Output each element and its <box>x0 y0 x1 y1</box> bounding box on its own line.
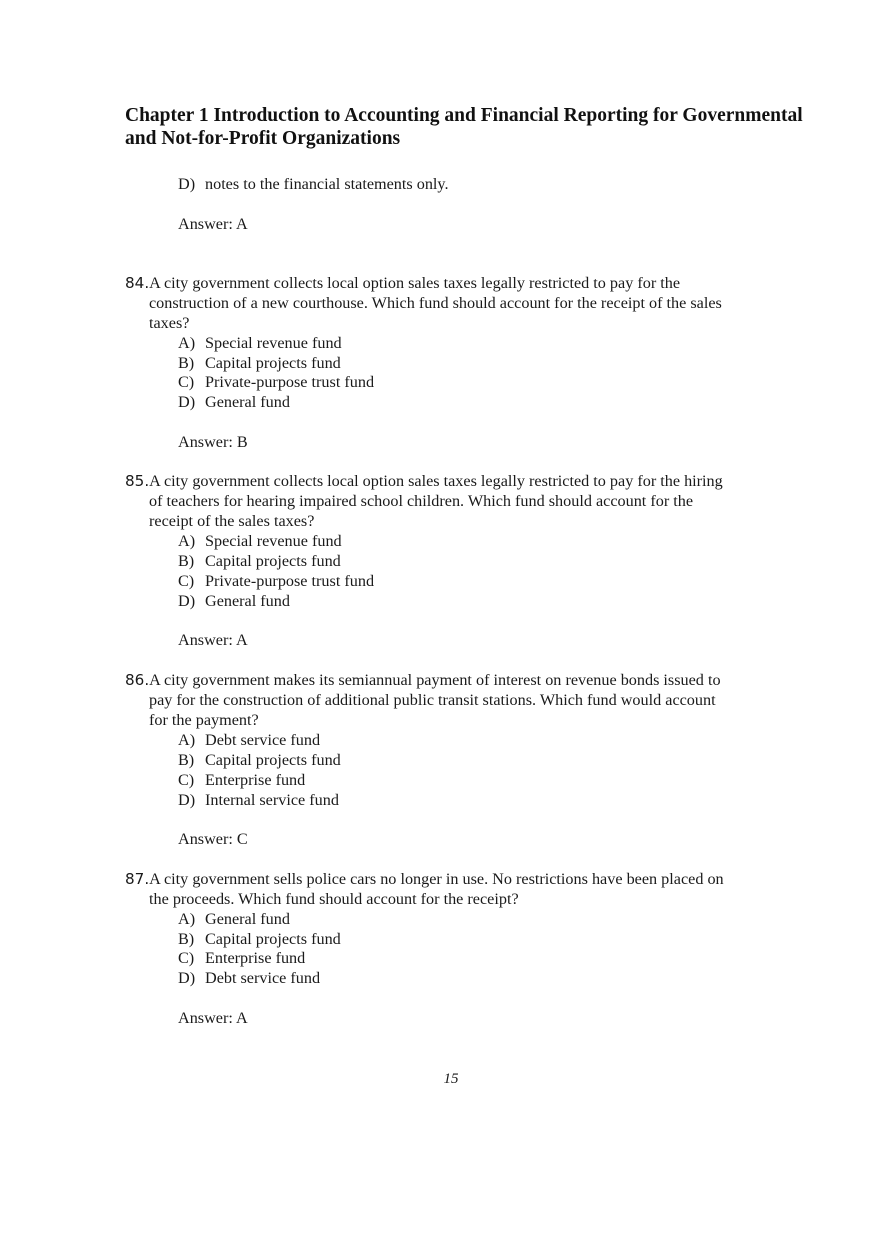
option-text: Capital projects fund <box>205 552 341 570</box>
option-text: Capital projects fund <box>205 354 341 372</box>
option-text: Debt service fund <box>205 969 321 987</box>
option-letter: D) <box>178 393 196 411</box>
answer: Answer: B <box>178 433 248 451</box>
option-c <box>178 770 305 790</box>
option-text: Capital projects fund <box>205 930 341 948</box>
question-number: 86. <box>125 671 150 689</box>
option-d <box>178 392 290 412</box>
option-text: General fund <box>205 393 290 411</box>
option-text: Capital projects fund <box>205 751 341 769</box>
answer: Answer: C <box>178 830 248 848</box>
question-number: 87. <box>125 870 150 888</box>
question-stem-line-1 <box>125 670 721 690</box>
option-letter: C) <box>178 572 195 590</box>
option-text: Private-purpose trust fund <box>205 572 375 590</box>
option-letter: C) <box>178 373 195 391</box>
option-text: Enterprise fund <box>205 771 306 789</box>
option-c <box>178 948 305 968</box>
option-text: Private-purpose trust fund <box>205 373 375 391</box>
question-stem-line-3: taxes? <box>149 314 190 332</box>
option-letter: A) <box>178 731 196 749</box>
option-letter: B) <box>178 354 195 372</box>
option-letter: B) <box>178 751 195 769</box>
question-stem-line-2: the proceeds. Which fund should account for the receipt? <box>149 890 519 908</box>
prev-option-d <box>178 174 449 194</box>
question-text: A city government sells police cars no longer in use. No restrictions have been placed on <box>149 870 724 888</box>
option-letter: B) <box>178 930 195 948</box>
page-number: 15 <box>443 1071 459 1087</box>
question-stem-line-1 <box>125 273 680 293</box>
option-c <box>178 571 374 591</box>
question-stem-line-2: construction of a new courthouse. Which fund should account for the receipt of the sales <box>149 294 722 312</box>
option-letter: D) <box>178 969 196 987</box>
option-text: Debt service fund <box>205 731 321 749</box>
question-number: 84. <box>125 274 150 292</box>
option-d <box>178 790 339 810</box>
question-text: A city government collects local option sales taxes legally restricted to pay for the hiring <box>149 472 723 490</box>
option-letter: D) <box>178 175 196 193</box>
option-text: General fund <box>205 592 290 610</box>
option-letter: D) <box>178 592 196 610</box>
option-a <box>178 531 342 551</box>
option-text: Enterprise fund <box>205 949 306 967</box>
question-stem-line-2: of teachers for hearing impaired school children. Which fund should account for the <box>149 492 694 510</box>
option-letter: A) <box>178 334 196 352</box>
question-stem-line-3: for the payment? <box>149 711 259 729</box>
option-d <box>178 591 290 611</box>
option-a <box>178 909 290 929</box>
option-text: Special revenue fund <box>205 334 342 352</box>
question-stem-line-1 <box>125 471 723 491</box>
option-b <box>178 353 341 373</box>
option-letter: B) <box>178 552 195 570</box>
chapter-title: Chapter 1 Introduction to Accounting and Financial Reporting for Governmental and Not-for-Profit Organizations <box>125 105 803 149</box>
question-stem-line-2: pay for the construction of additional public transit stations. Which fund would account <box>149 691 716 709</box>
option-letter: C) <box>178 949 195 967</box>
option-a <box>178 333 342 353</box>
question-text: A city government makes its semiannual payment of interest on revenue bonds issued to <box>149 671 721 689</box>
question-stem-line-3: receipt of the sales taxes? <box>149 512 315 530</box>
option-b <box>178 551 341 571</box>
option-b <box>178 750 341 770</box>
question-number: 85. <box>125 472 150 490</box>
question-stem-line-1 <box>125 869 724 889</box>
option-b <box>178 929 341 949</box>
prev-answer: Answer: A <box>178 215 248 233</box>
option-letter: D) <box>178 791 196 809</box>
option-c <box>178 372 374 392</box>
option-letter: A) <box>178 532 196 550</box>
question-text: A city government collects local option sales taxes legally restricted to pay for the <box>149 274 681 292</box>
option-text: General fund <box>205 910 290 928</box>
option-text: notes to the financial statements only. <box>205 175 449 193</box>
option-d <box>178 968 320 988</box>
option-a <box>178 730 320 750</box>
option-text: Internal service fund <box>205 791 339 809</box>
answer: Answer: A <box>178 1009 248 1027</box>
option-letter: A) <box>178 910 196 928</box>
answer: Answer: A <box>178 631 248 649</box>
option-letter: C) <box>178 771 195 789</box>
option-text: Special revenue fund <box>205 532 342 550</box>
